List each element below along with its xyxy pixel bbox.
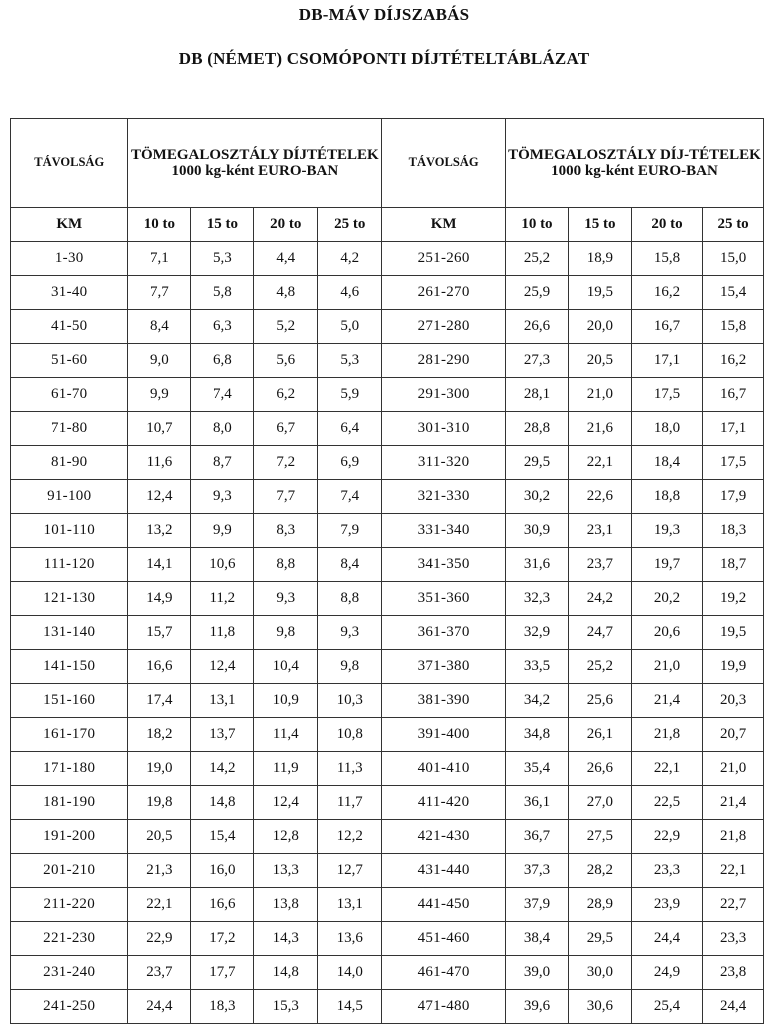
- rate-cell: 39,6: [505, 990, 568, 1024]
- rate-cell: 23,3: [703, 922, 764, 956]
- distance-range-cell: 201-210: [11, 854, 128, 888]
- rate-cell: 7,7: [254, 480, 318, 514]
- rate-cell: 27,3: [505, 344, 568, 378]
- rate-cell: 19,8: [128, 786, 191, 820]
- rate-cell: 18,4: [631, 446, 702, 480]
- rate-cell: 8,7: [191, 446, 254, 480]
- table-row: [11, 310, 764, 344]
- rate-cell: 12,4: [254, 786, 318, 820]
- rate-cell: 5,3: [191, 242, 254, 276]
- rate-cell: 14,3: [254, 922, 318, 956]
- rate-cell: 16,6: [191, 888, 254, 922]
- rate-cell: 8,8: [254, 548, 318, 582]
- rate-cell: 23,1: [568, 514, 631, 548]
- rate-cell: 19,7: [631, 548, 702, 582]
- distance-range-cell: 301-310: [382, 412, 506, 446]
- rate-cell: 16,7: [631, 310, 702, 344]
- rate-cell: 13,6: [318, 922, 382, 956]
- rate-cell: 7,4: [191, 378, 254, 412]
- rate-cell: 20,0: [568, 310, 631, 344]
- table-row: [11, 344, 764, 378]
- rate-cell: 21,6: [568, 412, 631, 446]
- rate-cell: 28,1: [505, 378, 568, 412]
- rate-cell: 5,8: [191, 276, 254, 310]
- rate-cell: 21,8: [703, 820, 764, 854]
- distance-range-cell: 391-400: [382, 718, 506, 752]
- table-row: [11, 752, 764, 786]
- rate-cell: 9,8: [254, 616, 318, 650]
- rate-cell: 28,2: [568, 854, 631, 888]
- rate-cell: 34,8: [505, 718, 568, 752]
- rate-cell: 22,6: [568, 480, 631, 514]
- rate-cell: 14,9: [128, 582, 191, 616]
- rate-cell: 23,8: [703, 956, 764, 990]
- rate-cell: 26,6: [568, 752, 631, 786]
- rate-cell: 21,0: [568, 378, 631, 412]
- distance-range-cell: 421-430: [382, 820, 506, 854]
- rate-cell: 6,4: [318, 412, 382, 446]
- table-row: [11, 378, 764, 412]
- rate-cell: 31,6: [505, 548, 568, 582]
- rate-cell: 30,0: [568, 956, 631, 990]
- rate-cell: 27,5: [568, 820, 631, 854]
- rate-cell: 30,6: [568, 990, 631, 1024]
- table-row: [11, 990, 764, 1024]
- rate-cell: 6,8: [191, 344, 254, 378]
- distance-range-cell: 71-80: [11, 412, 128, 446]
- distance-range-cell: 191-200: [11, 820, 128, 854]
- rate-cell: 19,5: [568, 276, 631, 310]
- distance-range-cell: 331-340: [382, 514, 506, 548]
- km-header-right: KM: [382, 208, 506, 242]
- table-row: [11, 786, 764, 820]
- table-row: [11, 650, 764, 684]
- rate-cell: 5,6: [254, 344, 318, 378]
- rate-cell: 21,0: [631, 650, 702, 684]
- weight-class-group-header-left: TÖMEGALOSZTÁLY DÍJTÉTELEK 1000 kg-ként EURO-BAN: [128, 119, 382, 208]
- tariff-table: [10, 118, 764, 1024]
- weight-class-group-header-right: TÖMEGALOSZTÁLY DÍJ-TÉTELEK 1000 kg-ként EURO-BAN: [505, 119, 763, 208]
- rate-cell: 39,0: [505, 956, 568, 990]
- rate-cell: 11,3: [318, 752, 382, 786]
- tariff-table-body: [11, 242, 764, 1024]
- rate-cell: 12,7: [318, 854, 382, 888]
- distance-range-cell: 141-150: [11, 650, 128, 684]
- document-title: DB-MÁV DÍJSZABÁS: [298, 5, 470, 24]
- distance-range-cell: 61-70: [11, 378, 128, 412]
- weight-class-header: 20 to: [254, 208, 318, 242]
- rate-cell: 9,0: [128, 344, 191, 378]
- rate-cell: 35,4: [505, 752, 568, 786]
- rate-cell: 13,1: [318, 888, 382, 922]
- weight-class-header: 20 to: [631, 208, 702, 242]
- distance-range-cell: 321-330: [382, 480, 506, 514]
- rate-cell: 11,8: [191, 616, 254, 650]
- rate-cell: 12,2: [318, 820, 382, 854]
- distance-range-cell: 151-160: [11, 684, 128, 718]
- distance-range-cell: 41-50: [11, 310, 128, 344]
- rate-cell: 18,3: [703, 514, 764, 548]
- rate-cell: 26,1: [568, 718, 631, 752]
- rate-cell: 18,7: [703, 548, 764, 582]
- table-row: [11, 446, 764, 480]
- table-row: [11, 582, 764, 616]
- distance-header-left: TÁVOLSÁG: [11, 119, 128, 208]
- header-row-units: [11, 208, 764, 242]
- rate-cell: 16,2: [703, 344, 764, 378]
- table-row: [11, 548, 764, 582]
- rate-cell: 20,2: [631, 582, 702, 616]
- distance-range-cell: 401-410: [382, 752, 506, 786]
- table-row: [11, 888, 764, 922]
- distance-range-cell: 111-120: [11, 548, 128, 582]
- rate-cell: 12,4: [128, 480, 191, 514]
- rate-cell: 13,3: [254, 854, 318, 888]
- rate-cell: 7,1: [128, 242, 191, 276]
- rate-cell: 17,1: [703, 412, 764, 446]
- rate-cell: 22,9: [128, 922, 191, 956]
- rate-cell: 7,9: [318, 514, 382, 548]
- rate-cell: 10,7: [128, 412, 191, 446]
- rate-cell: 22,7: [703, 888, 764, 922]
- rate-cell: 10,9: [254, 684, 318, 718]
- weight-class-header: 15 to: [568, 208, 631, 242]
- rate-cell: 17,5: [631, 378, 702, 412]
- rate-cell: 9,9: [191, 514, 254, 548]
- distance-range-cell: 251-260: [382, 242, 506, 276]
- distance-range-cell: 451-460: [382, 922, 506, 956]
- km-header-left: KM: [11, 208, 128, 242]
- rate-cell: 20,3: [703, 684, 764, 718]
- rate-cell: 14,8: [254, 956, 318, 990]
- rate-cell: 14,5: [318, 990, 382, 1024]
- rate-cell: 12,8: [254, 820, 318, 854]
- rate-cell: 24,7: [568, 616, 631, 650]
- distance-range-cell: 231-240: [11, 956, 128, 990]
- rate-cell: 30,2: [505, 480, 568, 514]
- rate-cell: 17,2: [191, 922, 254, 956]
- rate-cell: 18,0: [631, 412, 702, 446]
- rate-cell: 9,9: [128, 378, 191, 412]
- rate-cell: 6,7: [254, 412, 318, 446]
- rate-cell: 7,7: [128, 276, 191, 310]
- rate-cell: 6,2: [254, 378, 318, 412]
- rate-cell: 15,4: [191, 820, 254, 854]
- rate-cell: 16,2: [631, 276, 702, 310]
- rate-cell: 8,4: [318, 548, 382, 582]
- rate-cell: 22,1: [703, 854, 764, 888]
- table-row: [11, 922, 764, 956]
- rate-cell: 23,7: [568, 548, 631, 582]
- rate-cell: 17,7: [191, 956, 254, 990]
- rate-cell: 17,5: [703, 446, 764, 480]
- rate-cell: 21,0: [703, 752, 764, 786]
- rate-cell: 19,2: [703, 582, 764, 616]
- rate-cell: 25,2: [505, 242, 568, 276]
- rate-cell: 11,4: [254, 718, 318, 752]
- distance-range-cell: 281-290: [382, 344, 506, 378]
- rate-cell: 18,3: [191, 990, 254, 1024]
- distance-range-cell: 271-280: [382, 310, 506, 344]
- rate-cell: 14,8: [191, 786, 254, 820]
- rate-cell: 20,5: [128, 820, 191, 854]
- rate-cell: 36,1: [505, 786, 568, 820]
- rate-cell: 21,3: [128, 854, 191, 888]
- rate-cell: 15,8: [631, 242, 702, 276]
- rate-cell: 23,9: [631, 888, 702, 922]
- rate-cell: 4,4: [254, 242, 318, 276]
- distance-range-cell: 221-230: [11, 922, 128, 956]
- table-row: [11, 514, 764, 548]
- rate-cell: 30,9: [505, 514, 568, 548]
- distance-range-cell: 211-220: [11, 888, 128, 922]
- distance-range-cell: 441-450: [382, 888, 506, 922]
- rate-cell: 22,5: [631, 786, 702, 820]
- distance-range-cell: 121-130: [11, 582, 128, 616]
- rate-cell: 21,8: [631, 718, 702, 752]
- weight-class-header: 15 to: [191, 208, 254, 242]
- rate-cell: 15,0: [703, 242, 764, 276]
- rate-cell: 5,0: [318, 310, 382, 344]
- rate-cell: 6,3: [191, 310, 254, 344]
- rate-cell: 36,7: [505, 820, 568, 854]
- distance-range-cell: 291-300: [382, 378, 506, 412]
- distance-range-cell: 51-60: [11, 344, 128, 378]
- distance-range-cell: 341-350: [382, 548, 506, 582]
- rate-cell: 28,9: [568, 888, 631, 922]
- rate-cell: 21,4: [703, 786, 764, 820]
- rate-cell: 11,6: [128, 446, 191, 480]
- rate-cell: 33,5: [505, 650, 568, 684]
- rate-cell: 32,9: [505, 616, 568, 650]
- rate-cell: 9,3: [191, 480, 254, 514]
- rate-cell: 24,2: [568, 582, 631, 616]
- distance-range-cell: 351-360: [382, 582, 506, 616]
- weight-class-header: 10 to: [128, 208, 191, 242]
- distance-header-right: TÁVOLSÁG: [382, 119, 506, 208]
- rate-cell: 37,9: [505, 888, 568, 922]
- rate-cell: 19,0: [128, 752, 191, 786]
- rate-cell: 17,4: [128, 684, 191, 718]
- rate-cell: 13,8: [254, 888, 318, 922]
- table-row: [11, 242, 764, 276]
- weight-class-header: 25 to: [318, 208, 382, 242]
- rate-cell: 14,1: [128, 548, 191, 582]
- rate-cell: 5,9: [318, 378, 382, 412]
- rate-cell: 4,8: [254, 276, 318, 310]
- rate-cell: 10,8: [318, 718, 382, 752]
- rate-cell: 13,7: [191, 718, 254, 752]
- distance-range-cell: 101-110: [11, 514, 128, 548]
- distance-range-cell: 431-440: [382, 854, 506, 888]
- distance-range-cell: 311-320: [382, 446, 506, 480]
- rate-cell: 25,6: [568, 684, 631, 718]
- weight-class-header: 25 to: [703, 208, 764, 242]
- table-row: [11, 684, 764, 718]
- rate-cell: 8,3: [254, 514, 318, 548]
- table-row: [11, 956, 764, 990]
- rate-cell: 15,8: [703, 310, 764, 344]
- weight-class-header: 10 to: [505, 208, 568, 242]
- rate-cell: 16,0: [191, 854, 254, 888]
- distance-range-cell: 471-480: [382, 990, 506, 1024]
- rate-cell: 23,7: [128, 956, 191, 990]
- rate-cell: 26,6: [505, 310, 568, 344]
- rate-cell: 6,9: [318, 446, 382, 480]
- rate-cell: 13,2: [128, 514, 191, 548]
- distance-range-cell: 411-420: [382, 786, 506, 820]
- rate-cell: 29,5: [568, 922, 631, 956]
- rate-cell: 18,2: [128, 718, 191, 752]
- rate-cell: 38,4: [505, 922, 568, 956]
- rate-cell: 29,5: [505, 446, 568, 480]
- rate-cell: 16,7: [703, 378, 764, 412]
- distance-range-cell: 381-390: [382, 684, 506, 718]
- rate-cell: 20,5: [568, 344, 631, 378]
- rate-cell: 17,9: [703, 480, 764, 514]
- table-row: [11, 480, 764, 514]
- distance-range-cell: 361-370: [382, 616, 506, 650]
- distance-range-cell: 461-470: [382, 956, 506, 990]
- rate-cell: 22,1: [568, 446, 631, 480]
- distance-range-cell: 261-270: [382, 276, 506, 310]
- distance-range-cell: 1-30: [11, 242, 128, 276]
- distance-range-cell: 371-380: [382, 650, 506, 684]
- table-row: [11, 820, 764, 854]
- rate-cell: 28,8: [505, 412, 568, 446]
- rate-cell: 25,4: [631, 990, 702, 1024]
- distance-range-cell: 171-180: [11, 752, 128, 786]
- distance-range-cell: 91-100: [11, 480, 128, 514]
- distance-range-cell: 161-170: [11, 718, 128, 752]
- rate-cell: 11,2: [191, 582, 254, 616]
- rate-cell: 17,1: [631, 344, 702, 378]
- rate-cell: 21,4: [631, 684, 702, 718]
- rate-cell: 32,3: [505, 582, 568, 616]
- rate-cell: 37,3: [505, 854, 568, 888]
- rate-cell: 22,9: [631, 820, 702, 854]
- rate-cell: 8,0: [191, 412, 254, 446]
- rate-cell: 5,3: [318, 344, 382, 378]
- rate-cell: 20,6: [631, 616, 702, 650]
- rate-cell: 11,9: [254, 752, 318, 786]
- rate-cell: 25,2: [568, 650, 631, 684]
- distance-range-cell: 131-140: [11, 616, 128, 650]
- table-row: [11, 854, 764, 888]
- rate-cell: 8,4: [128, 310, 191, 344]
- rate-cell: 24,4: [128, 990, 191, 1024]
- rate-cell: 24,9: [631, 956, 702, 990]
- rate-cell: 23,3: [631, 854, 702, 888]
- rate-cell: 7,4: [318, 480, 382, 514]
- rate-cell: 15,4: [703, 276, 764, 310]
- distance-range-cell: 81-90: [11, 446, 128, 480]
- rate-cell: 10,4: [254, 650, 318, 684]
- rate-cell: 15,7: [128, 616, 191, 650]
- rate-cell: 14,2: [191, 752, 254, 786]
- rate-cell: 34,2: [505, 684, 568, 718]
- rate-cell: 24,4: [631, 922, 702, 956]
- document-subtitle: DB (NÉMET) CSOMÓPONTI DÍJTÉTELTÁBLÁZAT: [178, 49, 590, 68]
- distance-range-cell: 181-190: [11, 786, 128, 820]
- rate-cell: 15,3: [254, 990, 318, 1024]
- rate-cell: 8,8: [318, 582, 382, 616]
- rate-cell: 19,3: [631, 514, 702, 548]
- header-row-group: [11, 119, 764, 208]
- rate-cell: 16,6: [128, 650, 191, 684]
- rate-cell: 19,9: [703, 650, 764, 684]
- rate-cell: 27,0: [568, 786, 631, 820]
- table-row: [11, 412, 764, 446]
- rate-cell: 13,1: [191, 684, 254, 718]
- rate-cell: 4,6: [318, 276, 382, 310]
- rate-cell: 18,9: [568, 242, 631, 276]
- rate-cell: 4,2: [318, 242, 382, 276]
- rate-cell: 11,7: [318, 786, 382, 820]
- distance-range-cell: 31-40: [11, 276, 128, 310]
- rate-cell: 22,1: [128, 888, 191, 922]
- table-row: [11, 276, 764, 310]
- rate-cell: 7,2: [254, 446, 318, 480]
- rate-cell: 5,2: [254, 310, 318, 344]
- table-row: [11, 718, 764, 752]
- rate-cell: 10,3: [318, 684, 382, 718]
- rate-cell: 10,6: [191, 548, 254, 582]
- rate-cell: 9,8: [318, 650, 382, 684]
- rate-cell: 22,1: [631, 752, 702, 786]
- table-row: [11, 616, 764, 650]
- rate-cell: 18,8: [631, 480, 702, 514]
- rate-cell: 20,7: [703, 718, 764, 752]
- rate-cell: 19,5: [703, 616, 764, 650]
- rate-cell: 14,0: [318, 956, 382, 990]
- rate-cell: 9,3: [318, 616, 382, 650]
- rate-cell: 12,4: [191, 650, 254, 684]
- rate-cell: 24,4: [703, 990, 764, 1024]
- rate-cell: 9,3: [254, 582, 318, 616]
- distance-range-cell: 241-250: [11, 990, 128, 1024]
- rate-cell: 25,9: [505, 276, 568, 310]
